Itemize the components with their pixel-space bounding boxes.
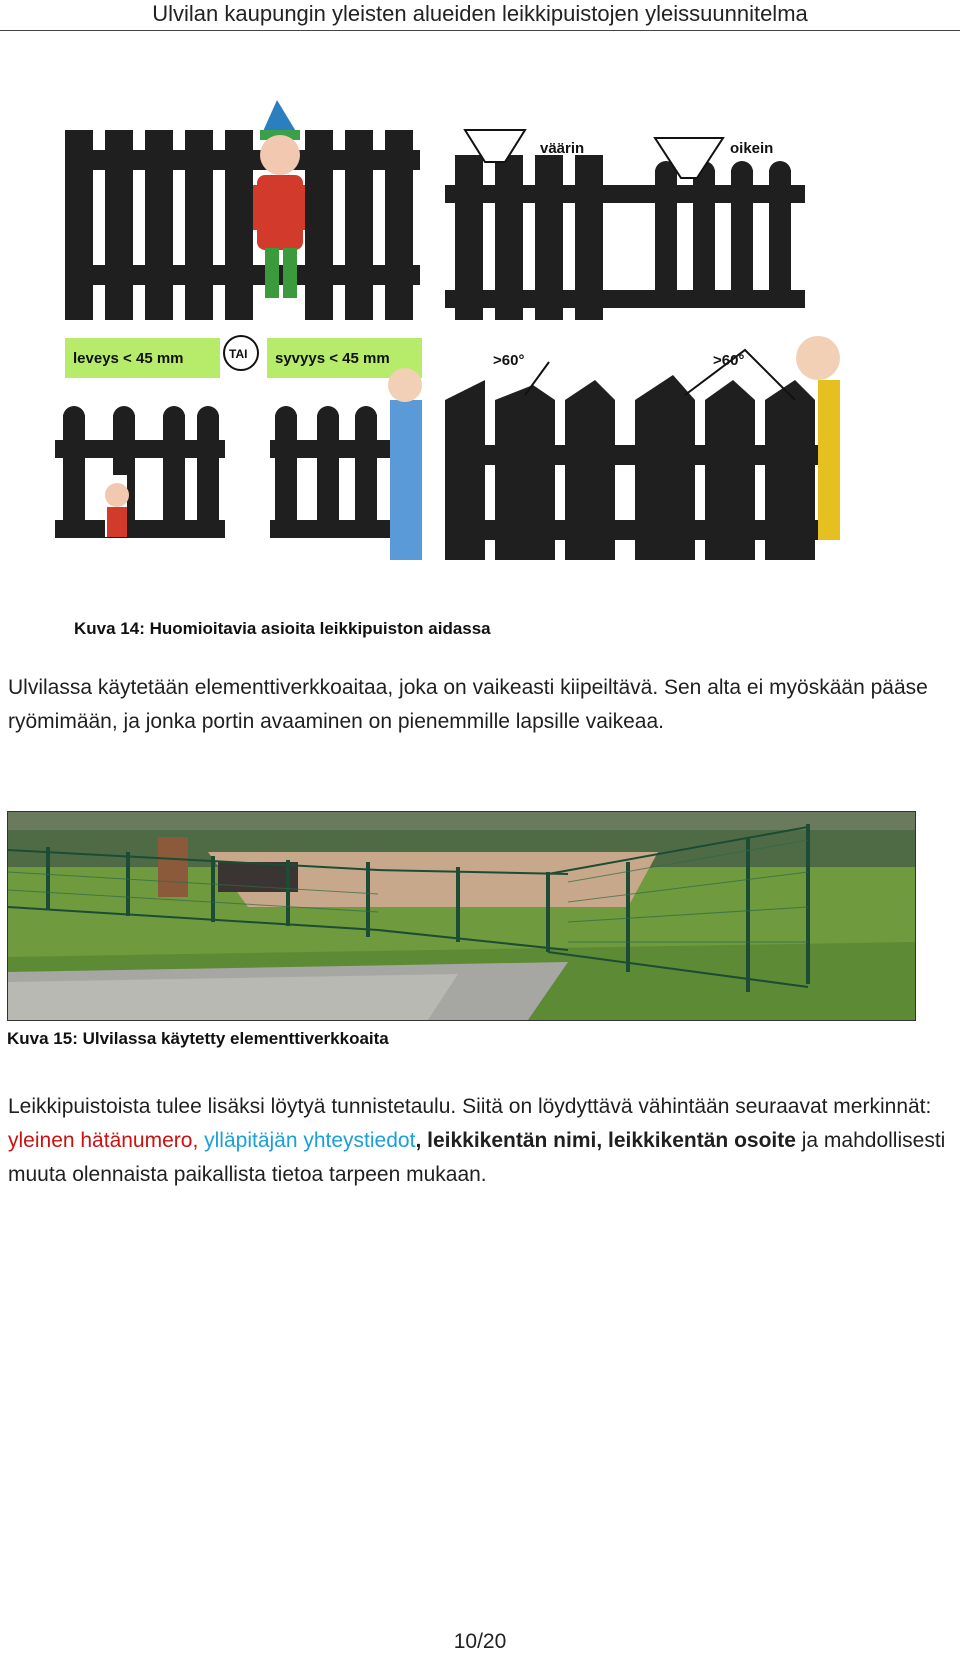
emergency-number-text: yleinen hätänumero, [8,1129,199,1152]
fence-child-panel [65,100,420,320]
label-leveys: leveys < 45 mm [73,350,184,367]
paragraph-2 [8,1090,948,1192]
mesh-fence-photo [7,811,916,1021]
figure15-caption: Kuva 15: Ulvilassa käytetty elementtiverkkoaita [7,1029,389,1048]
fence-illustration [55,100,885,590]
playground-name-address-text: , leikkikentän nimi, leikkikentän osoite [415,1129,796,1152]
fence-measure-panel [55,336,422,560]
fence-triangle-panel [445,130,805,320]
page-header [0,0,960,31]
paragraph-2-tail: ja mahdollisesti muuta olennaista paikallista tietoa tarpeen mukaan. [8,1129,946,1186]
label-angle-right: >60° [713,352,745,369]
label-syvyys: syvyys < 45 mm [275,350,390,367]
paragraph-2-text: Leikkipuistoista tulee lisäksi löytyä tunnistetaulu. Siitä on löydyttävä vähintään seuraavat merkinnät: [8,1095,932,1118]
maintainer-contact-text: ylläpitäjän yhteystiedot [198,1129,416,1152]
fence-angle-panel [445,336,840,560]
header-title: Ulvilan kaupungin yleisten alueiden leikkipuistojen yleissuunnitelma [152,1,808,26]
label-angle-left: >60° [493,352,525,369]
paragraph-1: Ulvilassa käytetään elementtiverkkoaitaa, joka on vaikeasti kiipeiltävä. Sen alta ei myöskään pääse ryömimään, ja jonka portin avaaminen on pienemmille lapsille vaikeaa. [8,676,928,733]
label-tai: TAI [229,347,248,361]
figure14-caption: Kuva 14: Huomioitavia asioita leikkipuiston aidassa [74,619,491,638]
page-number: 10/20 [453,1630,507,1653]
label-oikein: oikein [730,140,774,157]
label-vaarin: väärin [540,140,585,157]
